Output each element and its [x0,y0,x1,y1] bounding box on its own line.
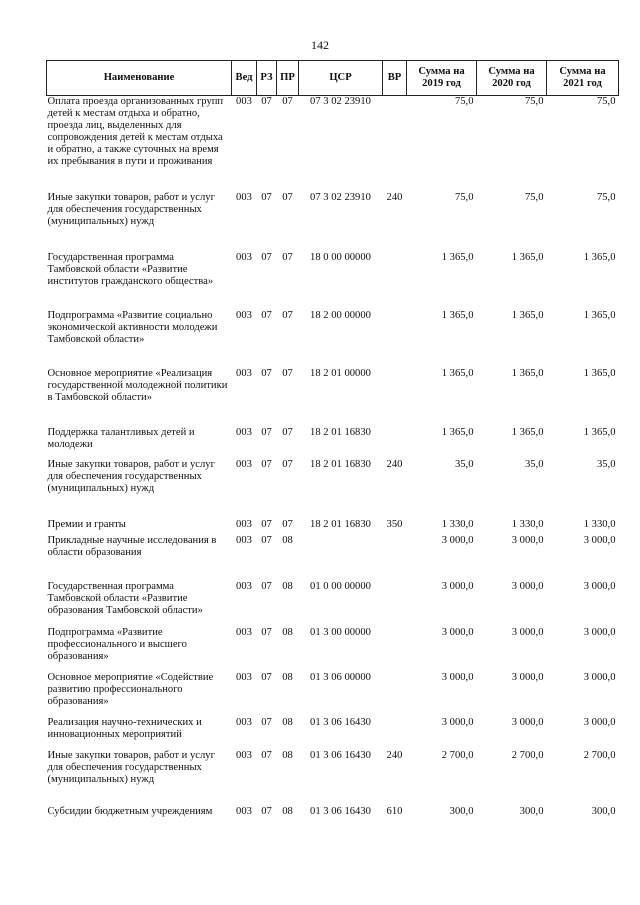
header-csr: ЦСР [299,61,383,96]
row-name: Поддержка талантливых детей и молодежи [47,426,195,450]
row-sum-2019: 75,0 [454,96,474,107]
table-row [47,750,619,806]
row-rz: 07 [261,191,272,203]
row-vr [383,96,407,192]
row-sum-2021: 1 365,0 [583,367,616,379]
table-row [47,192,619,252]
row-ved: 003 [236,191,252,203]
row-rz: 07 [261,580,272,592]
row-name: Реализация научно-технических и инновационных мероприятий [47,716,202,740]
row-sum-2020: 3 000,0 [511,716,544,728]
header-sum-2021: Сумма на 2021 год [547,61,619,96]
row-sum-2021: 35,0 [596,458,616,470]
row-ved: 003 [236,671,252,683]
row-vr [383,252,407,310]
row-pr: 08 [282,749,293,761]
row-pr: 07 [282,367,293,379]
page-number: 142 [311,38,329,52]
row-sum-2021: 75,0 [596,96,616,107]
row-sum-2019: 300,0 [449,805,474,817]
table-row [47,627,619,672]
row-csr: 18 2 01 16830 [310,426,371,438]
row-csr: 18 2 01 00000 [310,367,371,379]
row-csr: 01 3 06 16430 [310,805,371,817]
row-sum-2019: 3 000,0 [441,671,474,683]
row-pr: 07 [282,309,293,321]
row-csr: 01 3 00 00000 [310,626,371,638]
budget-table [46,60,619,836]
row-pr: 07 [282,518,293,530]
row-rz: 07 [261,626,272,638]
row-sum-2021: 1 330,0 [583,518,616,530]
row-sum-2020: 3 000,0 [511,671,544,683]
row-name: Государственная программа Тамбовской области «Развитие институтов гражданского общества» [47,251,214,287]
row-rz: 07 [261,251,272,263]
row-pr: 08 [282,534,293,546]
row-sum-2019: 1 365,0 [441,309,474,321]
row-csr: 01 3 06 16430 [310,749,371,761]
table-row [47,96,619,192]
header-pr: ПР [277,61,299,96]
row-vr [383,627,407,672]
row-name: Оплата проезда организованных групп детей к местам отдыха и обратно, проезда лиц, выделенных для сопровождения детей к местам отдыха и обратно, а также суточных на время их пребывания в пути и проживания [47,96,224,167]
row-ved: 003 [236,534,252,546]
row-csr: 01 3 06 16430 [310,716,371,728]
row-pr: 08 [282,626,293,638]
row-sum-2020: 300,0 [519,805,544,817]
table-row [47,535,619,581]
row-vr [383,672,407,717]
row-name: Основное мероприятие «Содействие развитию профессионального образования» [47,671,214,707]
table-body [47,96,619,836]
row-rz: 07 [261,367,272,379]
row-ved: 003 [236,626,252,638]
row-rz: 07 [261,426,272,438]
row-ved: 003 [236,749,252,761]
row-sum-2019: 3 000,0 [441,534,474,546]
row-sum-2019: 1 365,0 [441,426,474,438]
row-ved: 003 [236,458,252,470]
row-csr: 01 0 00 00000 [310,580,371,592]
row-csr: 18 2 00 00000 [310,309,371,321]
header-vr: ВР [383,61,407,96]
row-vr: 610 [386,805,403,817]
row-vr [383,310,407,368]
row-csr: 07 3 02 23910 [310,96,371,107]
table-row [47,806,619,836]
table-header-row [47,61,619,96]
row-csr: 01 3 06 00000 [310,671,371,683]
row-sum-2019: 1 365,0 [441,367,474,379]
row-ved: 003 [236,716,252,728]
row-sum-2020: 1 330,0 [511,518,544,530]
row-sum-2020: 75,0 [524,96,544,107]
row-name: Государственная программа Тамбовской области «Развитие образования Тамбовской области» [47,580,203,616]
row-rz: 07 [261,749,272,761]
row-sum-2021: 1 365,0 [583,309,616,321]
row-vr [383,717,407,750]
row-name: Подпрограмма «Развитие профессионального и высшего образования» [47,626,187,662]
row-rz: 07 [261,534,272,546]
row-pr: 07 [282,251,293,263]
row-pr: 08 [282,580,293,592]
row-name: Иные закупки товаров, работ и услуг для обеспечения государственных (муниципальных) нужд [47,191,215,227]
row-sum-2020: 35,0 [524,458,544,470]
row-sum-2021: 2 700,0 [583,749,616,761]
row-rz: 07 [261,716,272,728]
row-name: Субсидии бюджетным учреждениям [47,805,213,817]
row-ved: 003 [236,805,252,817]
row-ved: 003 [236,309,252,321]
row-vr [383,427,407,459]
row-rz: 07 [261,518,272,530]
row-name: Основное мероприятие «Реализация государственной молодежной политики в Тамбовской области» [47,367,228,403]
row-vr: 350 [386,518,403,530]
row-sum-2021: 3 000,0 [583,716,616,728]
row-rz: 07 [261,96,272,107]
row-vr [383,535,407,581]
row-csr: 18 2 01 16830 [310,518,371,530]
row-pr: 08 [282,671,293,683]
row-sum-2020: 3 000,0 [511,626,544,638]
table-row [47,672,619,717]
row-sum-2020: 1 365,0 [511,426,544,438]
table-row [47,368,619,427]
row-pr: 08 [282,805,293,817]
row-csr: 07 3 02 23910 [310,191,371,203]
row-name: Прикладные научные исследования в области образования [47,534,217,558]
header-ved: Вед [232,61,257,96]
row-ved: 003 [236,580,252,592]
row-name: Подпрограмма «Развитие социально экономической активности молодежи Тамбовской области» [47,309,218,345]
row-pr: 07 [282,191,293,203]
row-ved: 003 [236,426,252,438]
table-row [47,427,619,459]
row-pr: 07 [282,426,293,438]
row-csr: 18 2 01 16830 [310,458,371,470]
row-name: Иные закупки товаров, работ и услуг для обеспечения государственных (муниципальных) нужд [47,458,215,494]
row-vr: 240 [386,191,403,203]
row-sum-2020: 3 000,0 [511,534,544,546]
row-csr: 18 0 00 00000 [310,251,371,263]
row-sum-2021: 300,0 [591,805,616,817]
row-sum-2019: 3 000,0 [441,580,474,592]
row-sum-2019: 1 330,0 [441,518,474,530]
row-vr [383,581,407,627]
row-ved: 003 [236,251,252,263]
row-ved: 003 [236,367,252,379]
row-ved: 003 [236,96,252,107]
row-ved: 003 [236,518,252,530]
row-pr: 07 [282,458,293,470]
row-csr [299,535,383,581]
row-vr: 240 [386,458,403,470]
row-sum-2020: 2 700,0 [511,749,544,761]
table-row [47,310,619,368]
row-name: Иные закупки товаров, работ и услуг для обеспечения государственных (муниципальных) нужд [47,749,215,785]
row-sum-2021: 75,0 [596,191,616,203]
row-sum-2019: 75,0 [454,191,474,203]
row-vr: 240 [386,749,403,761]
row-vr [383,368,407,427]
row-sum-2019: 35,0 [454,458,474,470]
row-sum-2019: 3 000,0 [441,626,474,638]
row-sum-2019: 2 700,0 [441,749,474,761]
row-sum-2021: 1 365,0 [583,426,616,438]
header-name: Наименование [47,61,232,96]
row-sum-2021: 3 000,0 [583,534,616,546]
header-rz: РЗ [257,61,277,96]
row-sum-2021: 3 000,0 [583,580,616,592]
table-row [47,581,619,627]
row-sum-2019: 1 365,0 [441,251,474,263]
row-rz: 07 [261,805,272,817]
row-sum-2021: 1 365,0 [583,251,616,263]
row-sum-2019: 3 000,0 [441,716,474,728]
row-rz: 07 [261,309,272,321]
row-sum-2020: 1 365,0 [511,309,544,321]
header-sum-2019: Сумма на 2019 год [407,61,477,96]
row-sum-2020: 1 365,0 [511,251,544,263]
row-rz: 07 [261,458,272,470]
row-pr: 08 [282,716,293,728]
table-row [47,252,619,310]
row-sum-2020: 1 365,0 [511,367,544,379]
table-row [47,519,619,535]
header-sum-2020: Сумма на 2020 год [477,61,547,96]
row-sum-2021: 3 000,0 [583,626,616,638]
table-row [47,717,619,750]
table-row [47,459,619,519]
row-sum-2020: 75,0 [524,191,544,203]
row-pr: 07 [282,96,293,107]
row-sum-2021: 3 000,0 [583,671,616,683]
row-sum-2020: 3 000,0 [511,580,544,592]
row-rz: 07 [261,671,272,683]
row-name: Премии и гранты [47,518,126,530]
